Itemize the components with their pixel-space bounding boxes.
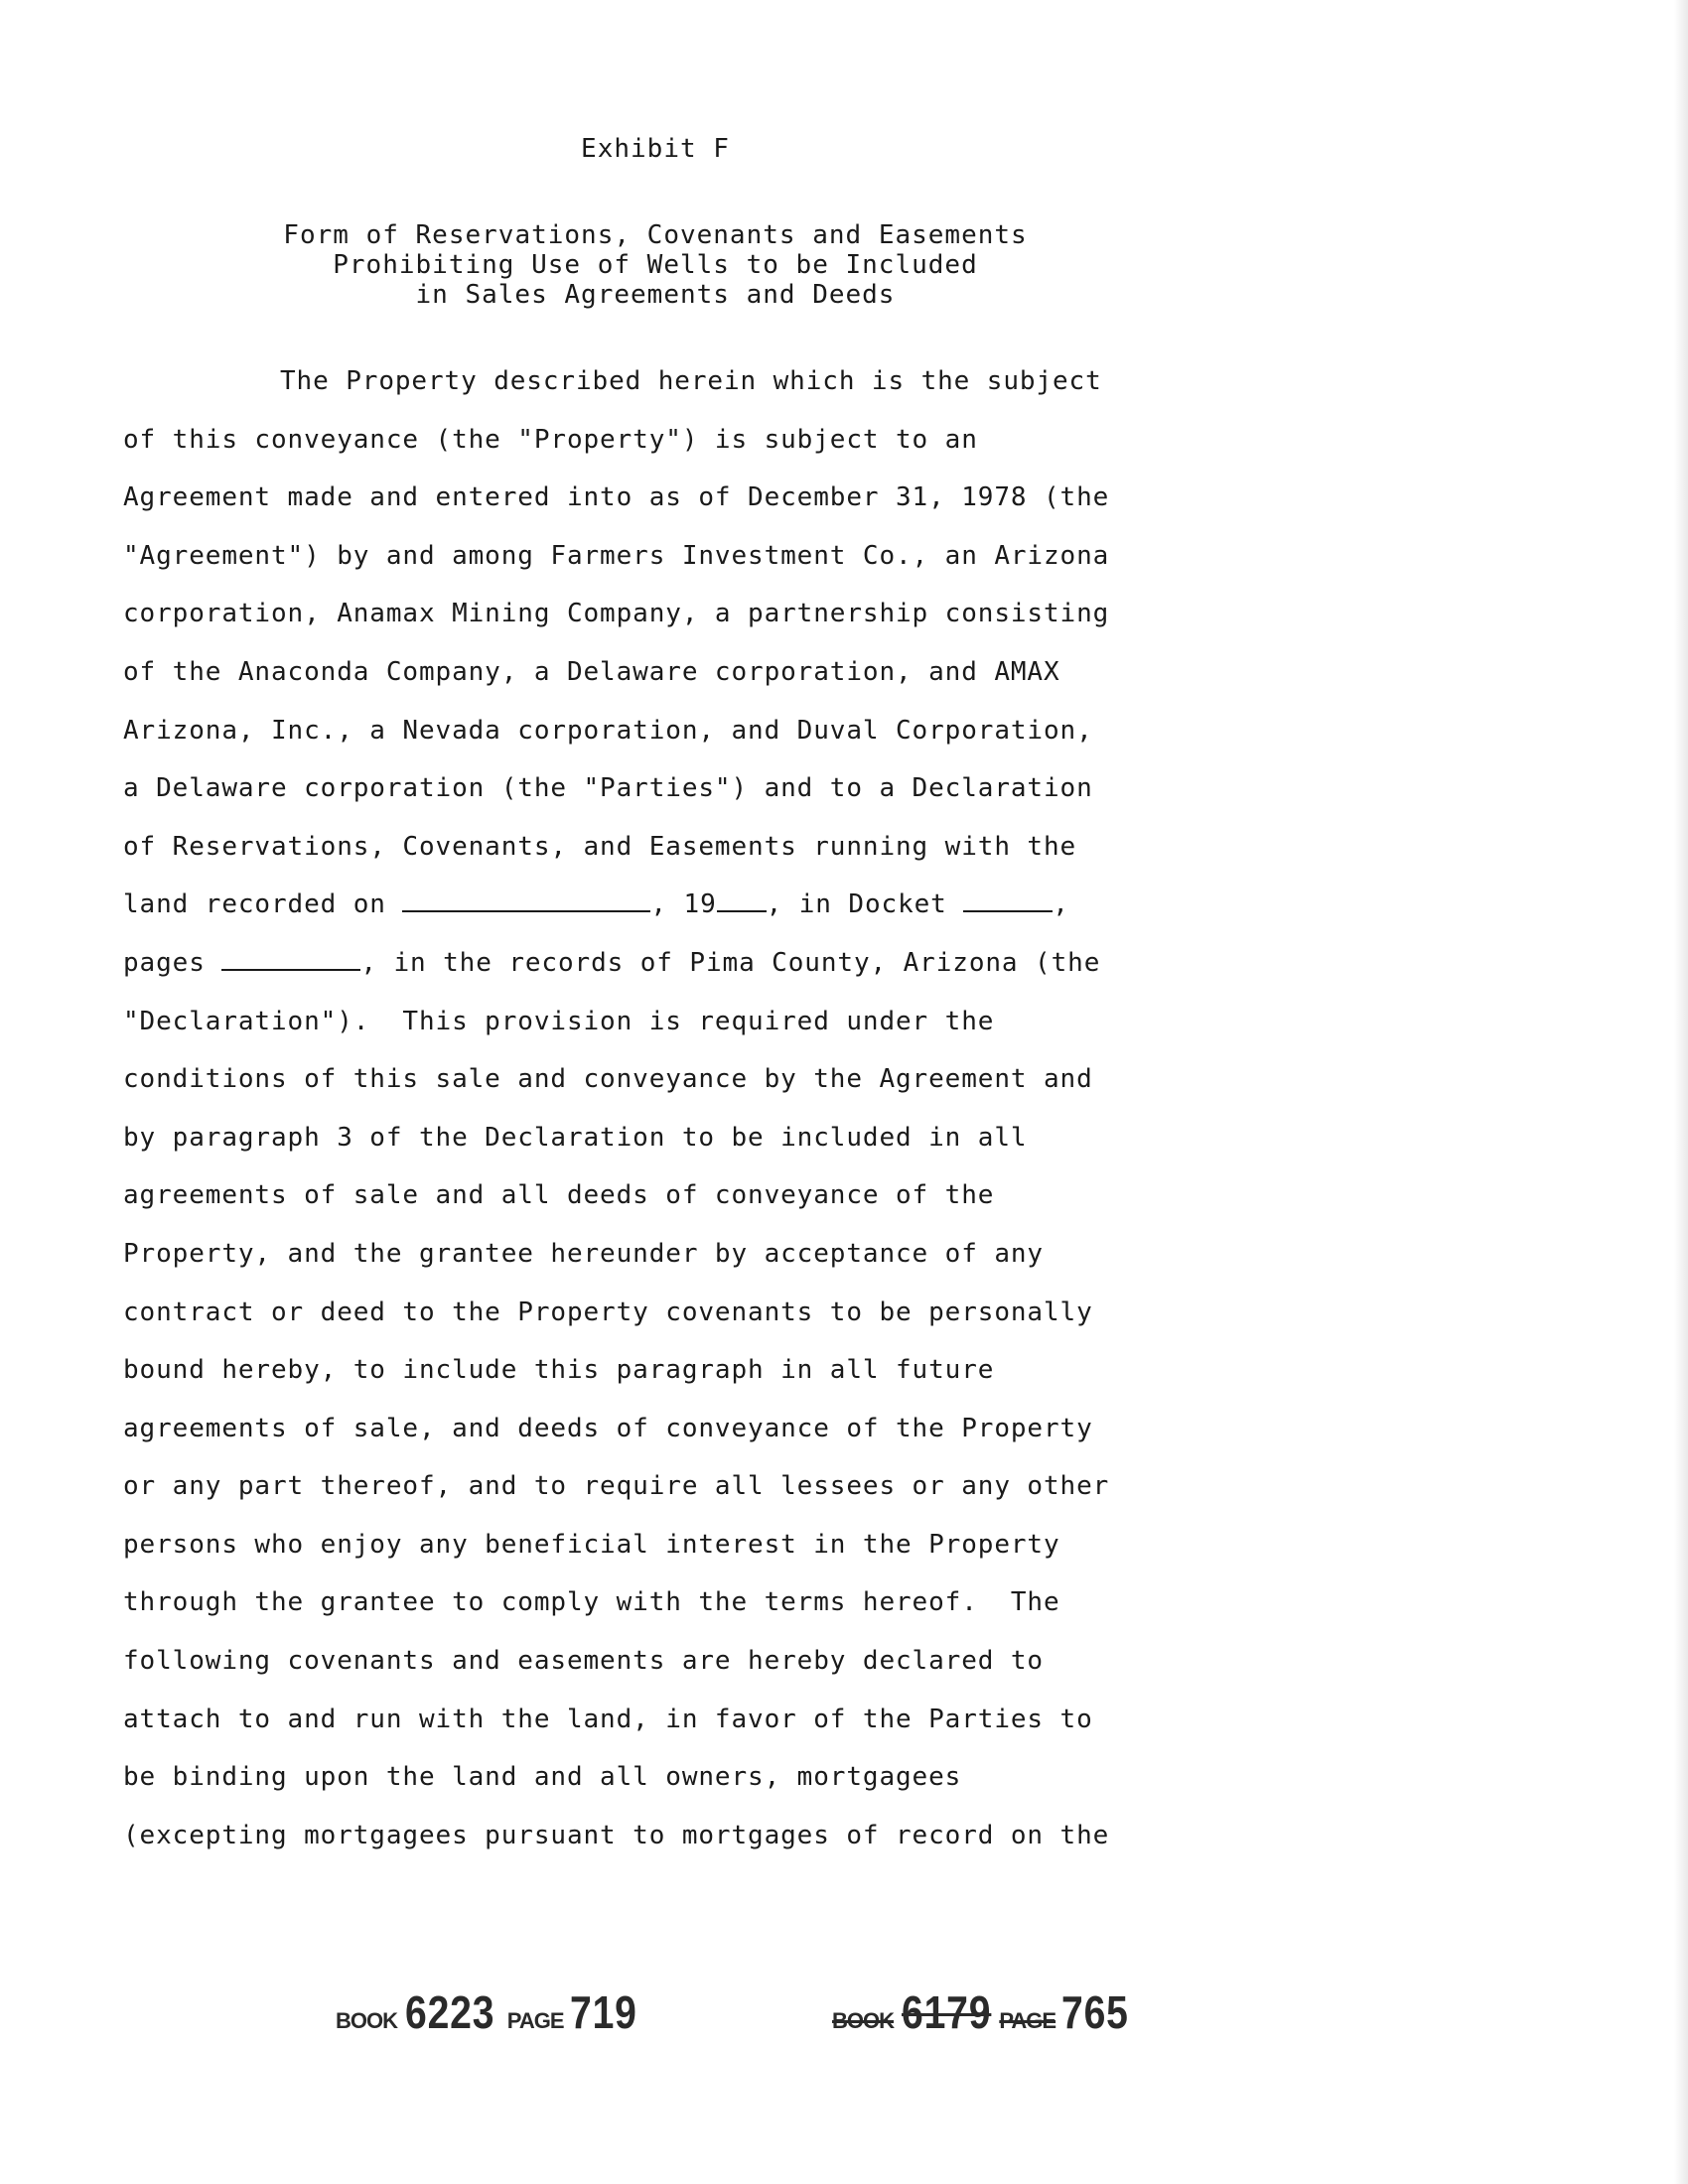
body-line: (excepting mortgagees pursuant to mortgages of record on the	[123, 1820, 1110, 1850]
recording-date-blank	[402, 888, 650, 912]
body-line: "Declaration"). This provision is required under the	[123, 1006, 995, 1036]
stamp-book-number: 6179	[901, 1986, 992, 2038]
heading-line-1: Form of Reservations, Covenants and Easements	[283, 220, 1028, 250]
pages-line	[123, 947, 1215, 1006]
stamp-page-number: 719	[569, 1986, 637, 2038]
page-edge	[1674, 0, 1688, 2184]
body-line: through the grantee to comply with the terms hereof. The	[123, 1587, 1060, 1618]
stamp-book-label: BOOK	[832, 2008, 894, 2033]
recording-stamps	[0, 1985, 1311, 2065]
body-line: "Agreement") by and among Farmers Investment Co., an Arizona	[123, 540, 1110, 571]
body-line: corporation, Anamax Mining Company, a partnership consisting	[123, 599, 1110, 629]
pages-prefix: pages	[123, 947, 206, 978]
document-body	[123, 365, 1215, 1877]
body-line: persons who enjoy any beneficial interest in the Property	[123, 1529, 1060, 1560]
docket-blank	[963, 888, 1053, 912]
body-line: contract or deed to the Property covenants to be personally	[123, 1297, 1093, 1327]
body-line: The Property described herein which is the subject	[280, 366, 1102, 396]
recording-suffix: ,	[1053, 889, 1069, 920]
heading-line-3: in Sales Agreements and Deeds	[415, 280, 896, 310]
heading-line-2: Prohibiting Use of Wells to be Included	[333, 250, 978, 280]
body-line: agreements of sale, and deeds of conveyance of the Property	[123, 1413, 1093, 1443]
exhibit-title: Exhibit F	[581, 134, 730, 164]
stamp-page-label: PAGE	[506, 2008, 564, 2033]
book-page-stamp-current	[336, 1985, 642, 2039]
body-line: Property, and the grantee hereunder by acceptance of any	[123, 1238, 1044, 1269]
stamp-page-number: 765	[1061, 1986, 1129, 2038]
stamp-page-label: PAGE	[999, 2008, 1056, 2033]
recording-year-blank	[717, 888, 767, 912]
book-page-stamp-superseded	[832, 1985, 1135, 2039]
body-line: a Delaware corporation (the "Parties") and to a Declaration	[123, 773, 1093, 804]
docket-label: , in Docket	[766, 889, 947, 920]
body-line: Arizona, Inc., a Nevada corporation, and Duval Corporation,	[123, 715, 1093, 746]
document-heading	[0, 220, 1311, 310]
body-line: bound hereby, to include this paragraph in all future	[123, 1355, 995, 1386]
body-line: attach to and run with the land, in favor of the Parties to	[123, 1704, 1093, 1734]
body-line: of this conveyance (the "Property") is subject to an	[123, 424, 978, 455]
recording-year-prefix: , 19	[650, 889, 717, 920]
body-line: conditions of this sale and conveyance by the Agreement and	[123, 1064, 1093, 1095]
body-line: of the Anaconda Company, a Delaware corporation, and AMAX	[123, 656, 1060, 687]
stamp-book-number: 6223	[404, 1986, 495, 2038]
pages-suffix: , in the records of Pima County, Arizona (the	[360, 947, 1101, 978]
body-line: be binding upon the land and all owners, mortgagees	[123, 1762, 962, 1793]
body-line: or any part thereof, and to require all lessees or any other	[123, 1471, 1110, 1502]
recording-line	[123, 888, 1215, 947]
body-line: agreements of sale and all deeds of conveyance of the	[123, 1180, 995, 1211]
stamp-book-label: BOOK	[336, 2008, 397, 2033]
body-line: following covenants and easements are hereby declared to	[123, 1646, 1044, 1677]
pages-blank	[221, 947, 360, 971]
body-line: Agreement made and entered into as of December 31, 1978 (the	[123, 482, 1110, 513]
body-line: by paragraph 3 of the Declaration to be included in all	[123, 1122, 1028, 1153]
recording-prefix: land recorded on	[123, 889, 386, 920]
body-line: of Reservations, Covenants, and Easements running with the	[123, 831, 1077, 862]
